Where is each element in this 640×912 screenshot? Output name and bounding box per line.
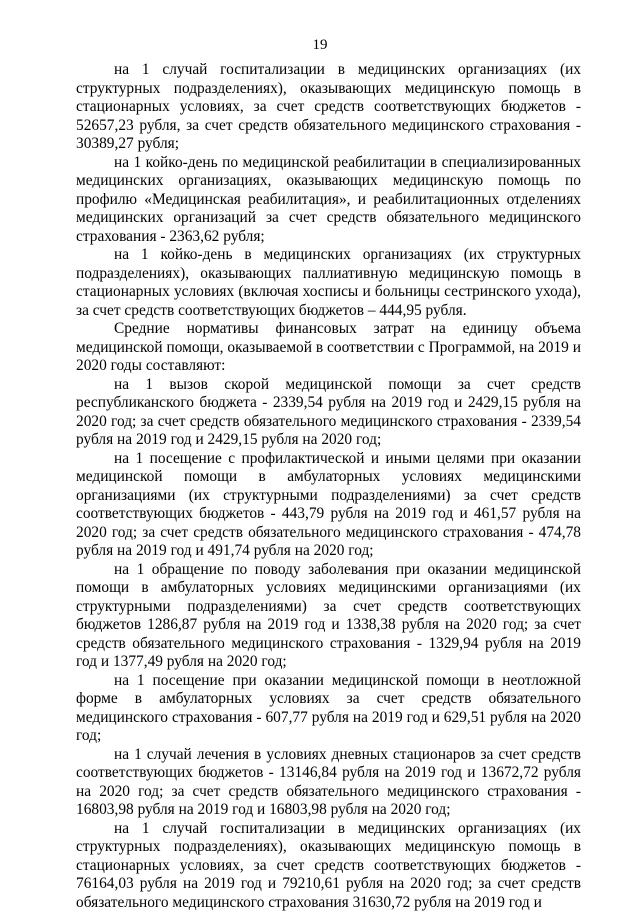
document-body — [76, 61, 581, 912]
paragraph-standards-intro: Средние нормативы финансовых затрат на единицу объема медицинской помощи, оказываемой в соответствии с Программой, на 2019 и 2020 годы составляют: — [76, 320, 581, 376]
page-number: 19 — [0, 36, 640, 54]
paragraph-ambulance-call: на 1 вызов скорой медицинской помощи за счет средств республиканского бюджета - 2339,54 рубля на 2019 год и 2429,15 рубля на 2020 год; за счет средств обязательного медицинского страхования - 2339,54 рубля на 2019 год и 2429,15 рубля на 2020 год; — [76, 376, 581, 450]
paragraph-preventive-visit: на 1 посещение с профилактической и иными целями при оказании медицинской помощи в амбулаторных условиях медицинскими организациями (их структурными подразделениями) за счет средств соответствующих бюджетов - 443,79 рубля на 2019 год и 461,57 рубля на 2020 год; за счет средств обязательного медицинского страхования - 474,78 рубля на 2019 год и 491,74 рубля на 2020 год; — [76, 450, 581, 561]
paragraph-palliative-bed-day: на 1 койко-день в медицинских организациях (их структурных подразделениях), оказывающих паллиативную медицинскую помощь в стационарных условиях (включая хосписы и больницы сестринского ухода), за счет средств соответствующих бюджетов – 444,95 рубля. — [76, 246, 581, 320]
paragraph-hospitalization-2018: на 1 случай госпитализации в медицинских организациях (их структурных подразделениях), оказывающих медицинскую помощь в стационарных условиях, за счет средств соответствующих бюджетов - 52657,23 рубля, за счет средств обязательного медицинского страхования - 30389,27 рубля; — [76, 61, 581, 154]
paragraph-hospitalization-2019: на 1 случай госпитализации в медицинских организациях (их структурных подразделениях), оказывающих медицинскую помощь в стационарных условиях, за счет средств соответствующих бюджетов - 76164,03 рубля на 2019 год и 79210,61 рубля на 2020 год; за счет средств обязательного медицинского страхования 31630,72 рубля на 2019 год и — [76, 820, 581, 912]
paragraph-urgent-visit: на 1 посещение при оказании медицинской помощи в неотложной форме в амбулаторных условиях за счет средств обязательного медицинского страхования - 607,77 рубля на 2019 год и 629,51 рубля на 2020 год; — [76, 672, 581, 746]
paragraph-rehabilitation-bed-day: на 1 койко-день по медицинской реабилитации в специализированных медицинских организациях, оказывающих медицинскую помощь по профилю «Медицинская реабилитация», и реабилитационных отделениях медицинских организаций за счет средств обязательного медицинского страхования - 2363,62 рубля; — [76, 154, 581, 247]
paragraph-day-hospital: на 1 случай лечения в условиях дневных стационаров за счет средств соответствующих бюджетов - 13146,84 рубля на 2019 год и 13672,72 рубля на 2020 год; за счет средств обязательного медицинского страхования - 16803,98 рубля на 2019 год и 16803,98 рубля на 2020 год; — [76, 746, 581, 820]
paragraph-disease-appeal: на 1 обращение по поводу заболевания при оказании медицинской помощи в амбулаторных условиях медицинскими организациями (их структурными подразделениями) за счет средств соответствующих бюджетов 1286,87 рубля на 2019 год и 1338,38 рубля на 2020 год; за счет средств обязательного медицинского страхования - 1329,94 рубля на 2019 год и 1377,49 рубля на 2020 год; — [76, 561, 581, 672]
